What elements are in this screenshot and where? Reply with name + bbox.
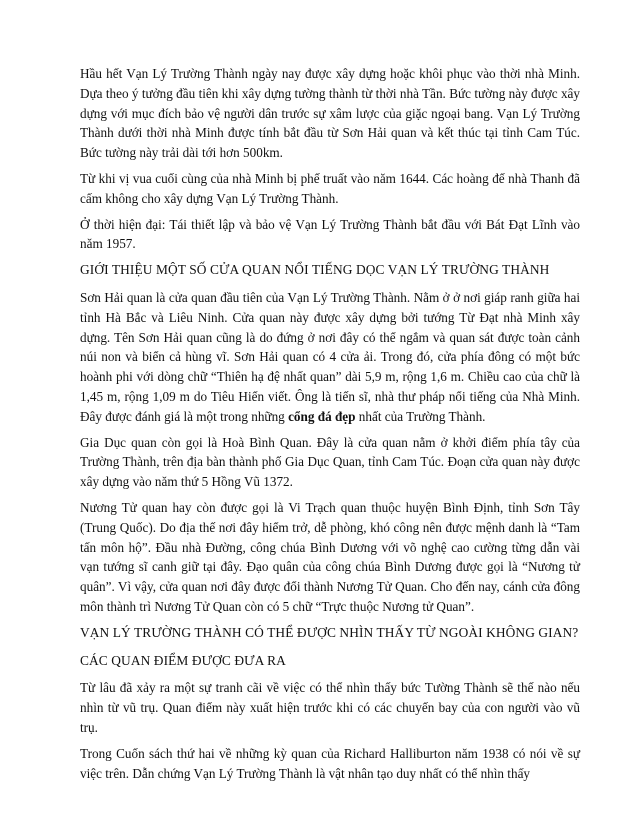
paragraph-debate: Từ lâu đã xảy ra một sự tranh cãi về việc có thể nhìn thấy bức Tường Thành sẽ thế nào nếu nhìn từ vũ trụ. Quan điểm này xuất hiện trước khi có các chuyến bay của con người vào vũ trụ. xyxy=(80,680,580,735)
paragraph-niangzi-pass: Nương Tử quan hay còn được gọi là Vi Trạch quan thuộc huyện Bình Định, tỉnh Sơn Tây (Trung Quốc). Do địa thế nơi đây hiểm trở, dễ phòng, khó công nên được mệnh danh là “Tam tấn môn hộ”. Đầu nhà Đường, công chúa Bình Dương với võ nghệ cao cường từng dẫn vài vạn tướng sĩ canh giữ tại đây. Đạo quân của công chúa Bình Dương được gọi là “Nương tử quân”. Vì vậy, cửa quan nơi đây được đổi thành Nương Tử Quan. Cho đến nay, cánh cửa đông môn thành trì Nương Tử Quan còn có 5 chữ “Trực thuộc Nương tử Quan”. xyxy=(80,499,580,614)
heading-viewpoints: CÁC QUAN ĐIỂM ĐƯỢC ĐƯA RA xyxy=(80,652,286,668)
shanhai-text-before: Sơn Hải quan là cửa quan đầu tiên của Vạn Lý Trường Thành. Nằm ở ở nơi giáp ranh giữa hai tỉnh Hà Bắc và Liêu Ninh. Cửa quan này được xây dựng bởi tướng Từ Đạt nhà Minh xây dựng. Tên Sơn Hải quan cũng là do đứng ở nơi đây có thể ngắm và quan sát được toàn cảnh núi non và biển cả hùng vĩ. Sơn Hải quan có 4 cửa ải. Trong đó, cửa phía đông có một bức hoành phi với dòng chữ “Thiên hạ đệ nhất quan” dài 5,9 m, rộng 1,6 m. Chiều cao của chữ là 1,45 m, rộng 1,09 m do Tiêu Hiển viết. Ông là tiến sĩ, nhà thư pháp nổi tiếng của Nhà Minh. Đây được đánh giá là một trong những xyxy=(80,289,580,424)
paragraph-jiayu-pass: Gia Dục quan còn gọi là Hoà Bình Quan. Đây là cửa quan nằm ở khởi điểm phía tây của Trường Thành, trên địa bàn thành phố Gia Dục Quan, tỉnh Cam Túc. Đoạn cửa quan này được xây dựng vào năm thứ 5 Hồng Vũ 1372. xyxy=(80,434,580,490)
heading-visible-from-space: VẠN LÝ TRƯỜNG THÀNH CÓ THỂ ĐƯỢC NHÌN THẤY TỪ NGOÀI KHÔNG GIAN? xyxy=(80,624,579,640)
paragraph-qing-ban: Từ khi vị vua cuối cùng của nhà Minh bị phế truất vào năm 1644. Các hoàng đế nhà Thanh đã cấm không cho xây dựng Vạn Lý Trường Thành. xyxy=(80,170,580,206)
paragraph-halliburton: Trong Cuốn sách thứ hai về những kỳ quan của Richard Halliburton năm 1938 có nói về sự việc trên. Dẫn chứng Vạn Lý Trường Thành là vật nhân tạo duy nhất có thể nhìn thấy xyxy=(80,745,580,781)
paragraph-shanhai-pass xyxy=(80,288,580,427)
paragraph-modern-era: Ở thời hiện đại: Tái thiết lập và bảo vệ Vạn Lý Trường Thành bắt đầu với Bát Đạt Lĩnh vào năm 1957. xyxy=(80,216,580,252)
shanhai-bold-phrase: cổng đá đẹp xyxy=(288,408,356,424)
shanhai-text-after: nhất của Trường Thành. xyxy=(355,408,486,424)
paragraph-ming-dynasty: Hầu hết Vạn Lý Trường Thành ngày nay được xây dựng hoặc khôi phục vào thời nhà Minh. Dựa theo ý tưởng đầu tiên khi xây dựng tường thành từ thời nhà Tần. Bức tường này được xây dựng với mục đích bảo vệ người dân trước sự xâm lược của giặc ngoại bang. Vạn Lý Trường Thành dưới thời nhà Minh được tính bắt đầu từ Sơn Hải quan và kết thúc tại tỉnh Cam Túc. Bức tường này trải dài tới hơn 500km. xyxy=(80,66,580,161)
heading-famous-passes: GIỚI THIỆU MỘT SỐ CỬA QUAN NỔI TIẾNG DỌC VẠN LÝ TRƯỜNG THÀNH xyxy=(80,262,550,278)
